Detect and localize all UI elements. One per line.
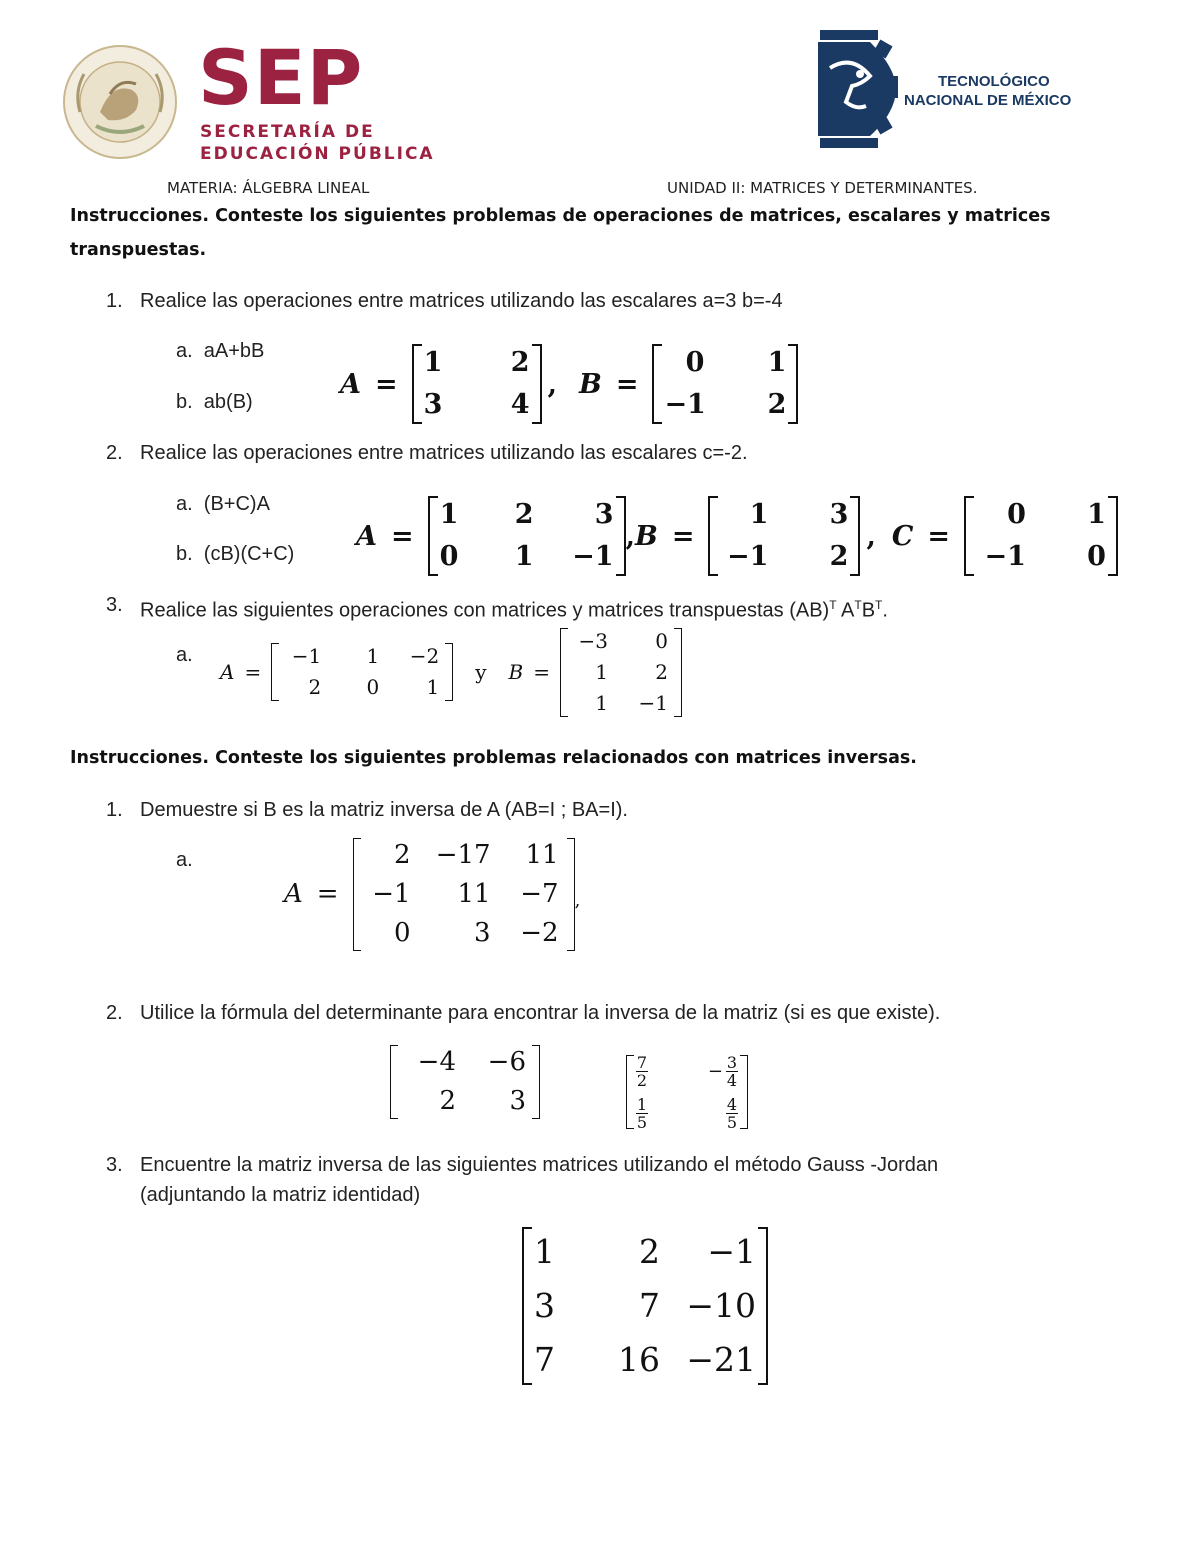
matrix-cell: −4	[417, 1047, 456, 1077]
matrix-cell: 3	[594, 499, 614, 530]
numerator: 4	[726, 1094, 738, 1114]
matrix-name-b: B	[578, 368, 602, 400]
question-text: Utilice la fórmula del determinante para encontrar la inversa de la matriz (si es que existe).	[140, 1002, 941, 1024]
matrix-a	[353, 836, 575, 953]
equals-sign: =	[533, 660, 550, 684]
matrix-cell: 4	[510, 389, 530, 420]
matrix-cell	[636, 1053, 666, 1089]
matrix-c	[964, 494, 1118, 578]
question-text-part: Realice las siguientes operaciones con matrices y matrices transpuestas (AB)	[140, 599, 830, 622]
tnm-gear-logo	[812, 28, 900, 150]
s1q3-math	[220, 624, 682, 720]
matrix-cell: 2	[439, 1086, 456, 1116]
matrix-cell: 2	[655, 659, 668, 684]
matrix-cell: −1	[291, 644, 322, 668]
conjunction-y: y	[475, 660, 487, 684]
minus-sign: −	[707, 1060, 723, 1082]
matrix-cell: 1	[514, 541, 534, 572]
s2q1-item-a: a.	[176, 849, 193, 871]
question-text-part: A	[836, 599, 855, 622]
transpose-sup: T	[875, 598, 883, 612]
equals-sign: =	[244, 660, 262, 684]
question-text: Realice las operaciones entre matrices utilizando las escalares a=3 b=-4	[140, 290, 783, 312]
matrix-cell: 2	[308, 675, 322, 699]
question-text-line1: Encuentre la matriz inversa de las siguientes matrices utilizando el método Gauss -Jordan	[140, 1154, 939, 1176]
matrix-cell: 3	[474, 917, 491, 948]
matrix-a	[412, 342, 542, 426]
question-text	[140, 590, 888, 626]
seal-logo	[60, 42, 180, 162]
matrix-cell: 1	[595, 659, 608, 684]
question-text: Demuestre si B es la matriz inversa de A (AB=I ; BA=I).	[140, 799, 628, 821]
matrix-cell: 2	[514, 499, 534, 530]
equals-sign: =	[374, 368, 398, 400]
matrix-cell: 1	[595, 690, 608, 715]
transpose-sup: T	[854, 598, 862, 612]
comma: ,	[625, 520, 635, 552]
denominator: 5	[636, 1113, 648, 1132]
question-text	[140, 1150, 1140, 1210]
question-text-part: .	[882, 599, 888, 622]
s1q3-item-a: a.	[176, 644, 193, 666]
matrix-gauss-jordan	[522, 1225, 768, 1387]
matrix-cell: 3	[423, 389, 443, 420]
matrix-b	[652, 342, 798, 426]
question-number: 2.	[106, 442, 123, 464]
matrix-cell: 0	[394, 917, 411, 948]
numerator: 7	[636, 1053, 648, 1072]
matrix-cell: 1	[439, 499, 459, 530]
matrix-cell: −1	[638, 690, 668, 715]
matrix-a	[428, 494, 626, 578]
matrix-cell: −1	[707, 1232, 756, 1271]
matrix-cell: 3	[829, 499, 849, 530]
matrix-b	[708, 494, 860, 578]
matrix-name-a: A	[340, 368, 361, 400]
matrix-cell: 1	[534, 1232, 555, 1271]
matrix-cell	[666, 1096, 738, 1131]
s1q2-math	[356, 493, 1118, 579]
matrix-cell	[636, 1095, 666, 1131]
fraction	[636, 1054, 648, 1089]
matrix-cell: 7	[639, 1286, 660, 1325]
equals-sign: =	[316, 879, 339, 909]
matrix-cell: −1	[372, 878, 411, 909]
matrix-cell	[666, 1054, 738, 1089]
matrix-cell: −10	[686, 1286, 756, 1325]
matrix-cell: 1	[767, 347, 787, 378]
matrix-cell: 0	[685, 347, 705, 378]
s2q3-math	[522, 1230, 768, 1382]
s1q2-item-a: a. (B+C)A	[176, 493, 270, 515]
s1q1-item-a: a. aA+bB	[176, 340, 265, 362]
matrix-cell: 1	[426, 675, 440, 699]
denominator: 4	[726, 1070, 738, 1090]
denominator: 5	[726, 1112, 738, 1132]
matrix-cell: 2	[394, 839, 411, 870]
question-text-line2: (adjuntando la matriz identidad)	[140, 1184, 421, 1206]
question-number: 1.	[106, 290, 123, 312]
matrix-cell: 3	[509, 1086, 526, 1116]
question-number: 1.	[106, 799, 123, 821]
fraction	[726, 1054, 738, 1089]
equals-sign: =	[390, 520, 414, 552]
matrix-cell: −21	[686, 1340, 756, 1379]
matrix-cell: −17	[435, 839, 491, 870]
question-text-part: B	[861, 599, 876, 622]
matrix-a	[271, 641, 453, 703]
section1-instructions-line2: transpuestas.	[70, 240, 207, 260]
matrix-cell: −1	[664, 389, 706, 420]
matrix-name-c: C	[891, 520, 914, 552]
question-number: 3.	[106, 1154, 123, 1176]
transpose-sup: T	[829, 598, 837, 612]
matrix-cell: 2	[767, 389, 787, 420]
matrix-2	[626, 1053, 748, 1131]
s1q1-math	[340, 341, 798, 427]
s2q2-matrix-2	[626, 1045, 748, 1139]
matrix-name-b: B	[508, 660, 524, 684]
sep-wordmark: SEP	[198, 33, 364, 122]
matrix-cell: 1	[423, 347, 443, 378]
matrix-cell: −6	[487, 1047, 526, 1077]
matrix-name-b: B	[634, 520, 658, 552]
trailing-comma: ,	[574, 889, 581, 911]
matrix-cell: 0	[1087, 541, 1106, 572]
denominator: 2	[636, 1071, 648, 1090]
matrix-b	[560, 626, 682, 719]
question-number: 3.	[106, 594, 123, 616]
section1-instructions-line1: Instrucciones. Conteste los siguientes problemas de operaciones de matrices, escalares y matrices	[70, 206, 1051, 226]
matrix-cell: 16	[618, 1340, 660, 1379]
equals-sign: =	[927, 520, 950, 552]
sep-subtitle-line1: SECRETARÍA DE	[200, 122, 375, 142]
matrix-1	[390, 1043, 540, 1121]
s1q1-item-b: b. ab(B)	[176, 391, 253, 413]
fraction	[636, 1096, 648, 1131]
matrix-cell: 1	[1087, 499, 1106, 530]
numerator: 3	[726, 1052, 738, 1072]
matrix-cell: −1	[572, 541, 614, 572]
s2q1-math	[284, 836, 580, 952]
matrix-cell: 7	[534, 1340, 555, 1379]
matrix-cell: −2	[520, 917, 559, 948]
matrix-cell: 0	[439, 541, 459, 572]
s2q2-matrix-1	[390, 1044, 540, 1120]
matrix-name-a: A	[356, 520, 377, 552]
matrix-cell: −1	[984, 541, 1026, 572]
matrix-name-a: A	[220, 660, 235, 684]
matrix-cell: 11	[457, 878, 491, 909]
matrix-cell: −1	[727, 541, 769, 572]
matrix-name-a: A	[284, 879, 303, 909]
matrix-cell: 1	[366, 644, 380, 668]
comma: ,	[866, 520, 876, 552]
unit-label: UNIDAD II: MATRICES Y DETERMINANTES.	[667, 179, 978, 197]
matrix-cell: −3	[578, 628, 608, 653]
matrix-cell: 3	[534, 1286, 555, 1325]
matrix-cell: 2	[510, 347, 530, 378]
s1q2-item-b: b. (cB)(C+C)	[176, 543, 295, 565]
tnm-name-line2: NACIONAL DE MÉXICO	[904, 92, 1072, 109]
matrix-cell: 1	[749, 499, 769, 530]
sep-subtitle-line2: EDUCACIÓN PÚBLICA	[200, 144, 435, 164]
equals-sign: =	[615, 368, 639, 400]
subject-label: MATERIA: ÁLGEBRA LINEAL	[167, 179, 370, 197]
matrix-cell: 0	[1007, 499, 1026, 530]
comma: ,	[547, 368, 557, 400]
numerator: 1	[636, 1095, 648, 1114]
matrix-cell: −2	[409, 644, 440, 668]
matrix-cell: −7	[520, 878, 559, 909]
matrix-cell: 0	[655, 628, 668, 653]
matrix-cell: 2	[639, 1232, 660, 1271]
question-text: Realice las operaciones entre matrices utilizando las escalares c=-2.	[140, 442, 748, 464]
section1-instructions	[70, 199, 1150, 267]
matrix-cell: 0	[366, 675, 380, 699]
question-number: 2.	[106, 1002, 123, 1024]
section2-instructions: Instrucciones. Conteste los siguientes problemas relacionados con matrices inversas.	[70, 748, 917, 768]
matrix-cell: 2	[829, 541, 849, 572]
matrix-cell: 11	[525, 839, 559, 870]
fraction	[726, 1096, 738, 1131]
tnm-name-line1: TECNOLÓGICO	[938, 73, 1050, 90]
equals-sign: =	[671, 520, 695, 552]
